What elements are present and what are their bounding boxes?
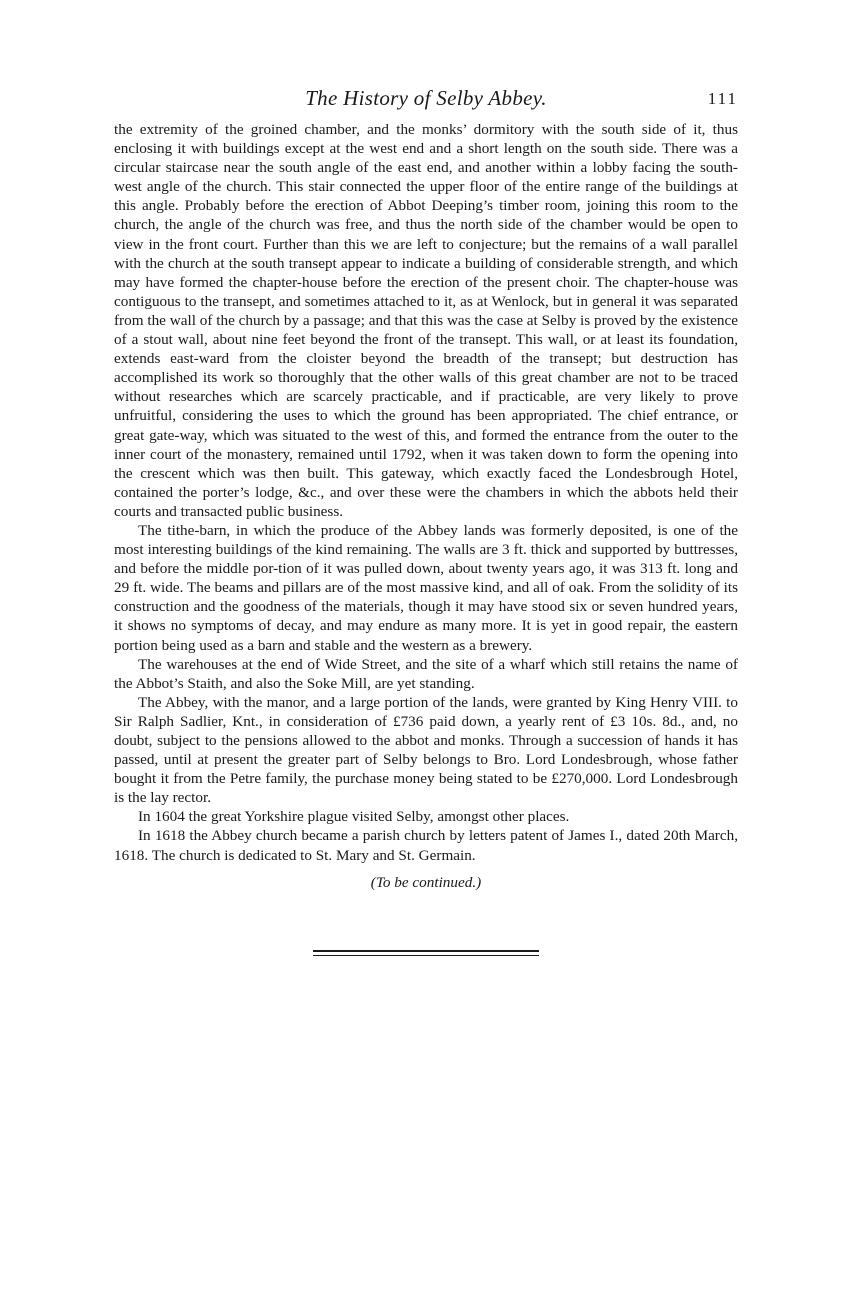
page-header — [114, 86, 738, 120]
end-rule-divider — [313, 950, 539, 956]
paragraph: The tithe-barn, in which the produce of the Abbey lands was formerly deposited, is one of the most interesting buildings of the kind remaining. The walls are 3 ft. thick and supported by buttresses, and before the middle por-tion of it was pulled down, about twenty years ago, it was 313 ft. long and 29 ft. wide. The beams and pillars are of the most massive kind, and all of oak. From the solidity of its construction and the goodness of the materials, though it may have stood six or seven hundred years, it shows no symptoms of decay, and may endure as many more. It is yet in good repair, the eastern portion being used as a barn and stable and the western as a brewery. — [114, 521, 738, 654]
page — [114, 86, 738, 956]
page-number: 111 — [707, 89, 738, 108]
article-body — [114, 120, 738, 865]
running-title: The History of Selby Abbey. — [305, 86, 547, 110]
continued-note: (To be continued.) — [370, 873, 482, 891]
paragraph: In 1618 the Abbey church became a parish church by letters patent of James I., dated 20th March, 1618. The church is dedicated to St. Mary and St. Germain. — [114, 827, 738, 864]
paragraph: the extremity of the groined chamber, and the monks’ dormitory with the south side of it, thus enclosing it with buildings except at the west end and a short length on the south side. There was a circular staircase near the south angle of the east end, and another within a lobby facing the south-west angle of the church. This stair connected the upper floor of the entire range of the buildings at this angle. Probably before the erection of Abbot Deeping’s timber room, joining this room to the church, the angle of the church was free, and thus the north side of the chamber would be open to view in the front court. Further than this we are left to conjecture; but the remains of a wall parallel with the church at the south transept appear to indicate a building of considerable strength, and which may have formed the chapter-house before the erection of the present choir. The chapter-house was contiguous to the transept, and sometimes attached to it, as at Wenlock, but in general it was separated from the wall of the church by a passage; and that this was the case at Selby is proved by the existence of a stout wall, about nine feet beyond the front of the transept. This wall, or at least its foundation, extends east-ward from the cloister beyond the breadth of the transept; but destruction has accomplished its work so thoroughly that the other walls of this great chamber are not to be traced without researches which are scarcely practicable, and if practicable, are very likely to prove unfruitful, considering the uses to which the ground has been appropriated. The chief entrance, or great gate-way, which was situated to the west of this, and formed the entrance from the outer to the inner court of the monastery, remained until 1792, when it was taken down to form the opening into the crescent which was then built. This gateway, which exactly faced the Londesbrough Hotel, contained the porter’s lodge, &c., and over these were the chambers in which the abbots held their courts and transacted public business. — [114, 121, 738, 520]
paragraph: In 1604 the great Yorkshire plague visited Selby, amongst other places. — [138, 808, 570, 826]
paragraph: The warehouses at the end of Wide Street, and the site of a wharf which still retains the name of the Abbot’s Staith, and also the Soke Mill, are yet standing. — [114, 655, 738, 692]
paragraph: The Abbey, with the manor, and a large portion of the lands, were granted by King Henry VIII. to Sir Ralph Sadlier, Knt., in consideration of £736 paid down, a yearly rent of £3 10s. 8d., and, no doubt, subject to the pensions allowed to the abbot and monks. Through a succession of hands it has passed, until at present the greater part of Selby belongs to Bro. Lord Londesbrough, whose father bought it from the Petre family, the purchase money being stated to be £270,000. Lord Londesbrough is the lay rector. — [114, 693, 738, 807]
